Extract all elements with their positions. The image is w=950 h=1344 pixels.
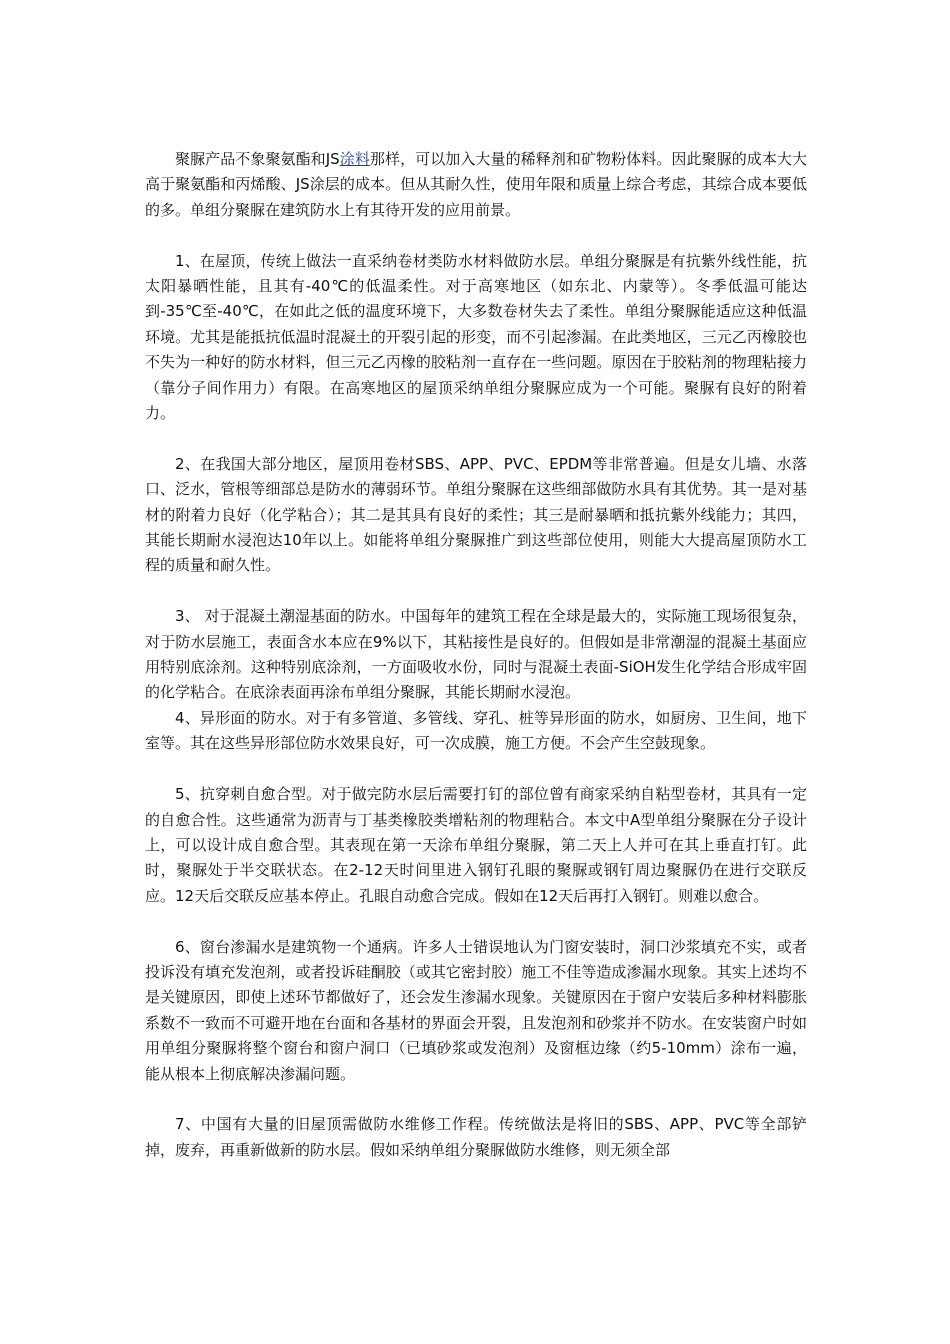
paragraph-intro — [145, 147, 807, 223]
paragraph-spacer — [145, 579, 807, 604]
intro-text-a: 聚脲产品不象聚氨酯和JS — [175, 150, 340, 168]
paragraph-spacer — [145, 757, 807, 782]
coating-link[interactable]: 涂料 — [339, 150, 370, 168]
paragraph-5-self-healing: 5、抗穿刺自愈合型。对于做完防水层后需要打钉的部位曾有商家采纳自粘型卷材，其具有一定的自愈合性。这些通常为沥青与丁基类橡胶类增粘剂的物理粘合。本文中A型单组分聚脲在分子设计上，可以设计成自愈合型。其表现在第一天涂布单组分聚脲，第二天上人并可在其上垂直打钉。此时，聚脲处于半交联状态。在2-12天时间里进入钢钉孔眼的聚脲或钢钉周边聚脲仍在进行交联反应。12天后交联反应基本停止。孔眼自动愈合完成。假如在12天后再打入钢钉。则难以愈合。 — [145, 785, 807, 905]
paragraph-spacer — [145, 909, 807, 934]
paragraph-spacer — [145, 1087, 807, 1112]
document-page — [145, 147, 807, 1163]
paragraph-6-window-leak: 6、窗台渗漏水是建筑物一个通病。许多人士错误地认为门窗安装时，洞口沙浆填充不实，或者投诉没有填充发泡剂，或者投诉硅酮胶（或其它密封胶）施工不佳等造成渗漏水现象。其实上述均不是关键原因，即使上述环节都做好了，还会发生渗漏水现象。关键原因在于窗户安装后多种材料膨胀系数不一致而不可避开地在台面和各基材的界面会开裂，且发泡剂和砂浆并不防水。在安装窗户时如用单组分聚脲将整个窗台和窗户洞口（已填砂浆或发泡剂）及窗框边缘（约5-10mm）涂布一遍，能从根本上彻底解决渗漏问题。 — [145, 937, 807, 1083]
paragraph-1-roof: 1、在屋顶，传统上做法一直采纳卷材类防水材料做防水层。单组分聚脲是有抗紫外线性能，抗太阳暴晒性能，且其有-40℃的低温柔性。对于高寒地区（如东北、内蒙等）。冬季低温可能达到-35℃至-40℃，在如此之低的温度环境下，大多数卷材失去了柔性。单组分聚脲能适应这种低温环境。尤其是能抵抗低温时混凝土的开裂引起的形变，而不引起渗漏。在此类地区，三元乙丙橡胶也不失为一种好的防水材料，但三元乙丙橡的胶粘剂一直存在一些问题。原因在于胶粘剂的物理粘接力（靠分子间作用力）有限。在高寒地区的屋顶采纳单组分聚脲应成为一个可能。聚脲有良好的附着力。 — [145, 251, 807, 423]
paragraph-3-damp-concrete: 3、 对于混凝土潮湿基面的防水。中国每年的建筑工程在全球是最大的，实际施工现场很复杂，对于防水层施工，表面含水本应在9%以下，其粘接性是良好的。但假如是非常潮湿的混凝土基面应用特别底涂剂。这种特别底涂剂，一方面吸收水份，同时与混凝土表面-SiOH发生化学结合形成牢固的化学粘合。在底涂表面再涂布单组分聚脲，其能长期耐水浸泡。 — [145, 607, 807, 702]
paragraph-4-irregular-surface: 4、异形面的防水。对于有多管道、多管线、穿孔、桩等异形面的防水，如厨房、卫生间，地下室等。其在这些异形部位防水效果良好，可一次成膜，施工方便。不会产生空鼓现象。 — [145, 708, 807, 753]
intro-text-b: 那样，可以加入大量的稀释剂和矿物粉体料。因此聚脲的成本大大高于聚氨酯和丙烯酸、JS涂层的成本。但从其耐久性，使用年限和质量上综合考虑，其综合成本要低的多。单组分聚脲在建筑防水上有其待开发的应用前景。 — [145, 150, 807, 219]
paragraph-spacer — [145, 223, 807, 248]
paragraph-2-details: 2、在我国大部分地区，屋顶用卷材SBS、APP、PVC、EPDM等非常普遍。但是女儿墙、水落口、泛水，管根等细部总是防水的薄弱环节。单组分聚脲在这些细部做防水具有其优势。其一是对基材的附着力良好（化学粘合）；其二是其具有良好的柔性；其三是耐暴晒和抵抗紫外线能力；其四，其能长期耐水浸泡达10年以上。如能将单组分聚脲推广到这些部位使用，则能大大提高屋顶防水工程的质量和耐久性。 — [145, 454, 807, 575]
paragraph-7-old-roof: 7、中国有大量的旧屋顶需做防水维修工作程。传统做法是将旧的SBS、APP、PVC等全部铲掉，废弃，再重新做新的防水层。假如采纳单组分聚脲做防水维修，则无须全部 — [145, 1115, 807, 1159]
paragraph-spacer — [145, 426, 807, 451]
